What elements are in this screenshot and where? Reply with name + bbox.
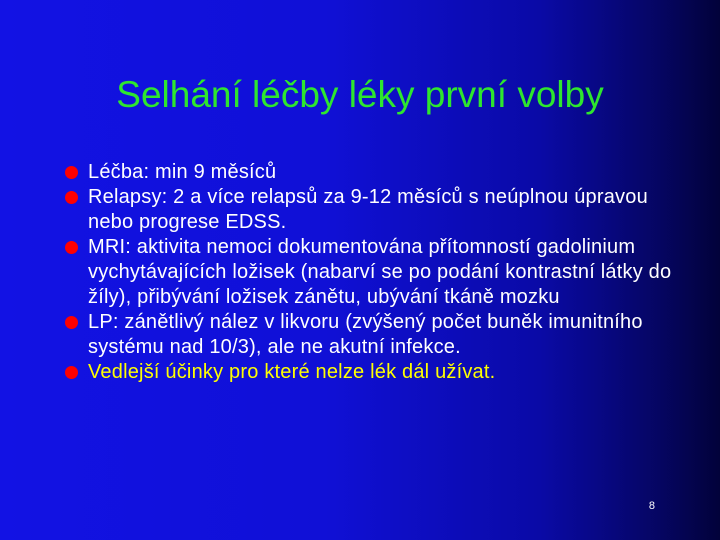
bullet-list bbox=[88, 160, 688, 385]
bullet-dot-icon bbox=[65, 366, 78, 379]
bullet-text: MRI: aktivita nemoci dokumentována přítomností gadolinium vychytávajících ložisek (nabarví se po podání kontrastní látky do žíly), přibývání ložisek zánětu, ubývání tkáně mozku bbox=[88, 236, 672, 308]
slide-page-number: 8 bbox=[648, 500, 655, 512]
bullet-item-lp bbox=[88, 310, 688, 360]
bullet-dot-icon bbox=[65, 191, 78, 204]
slide-title: Selhání léčby léky první volby bbox=[116, 74, 604, 115]
bullet-item-treatment bbox=[88, 160, 688, 185]
bullet-text: LP: zánětlivý nález v likvoru (zvýšený počet buněk imunitního systému nad 10/3), ale ne akutní infekce. bbox=[88, 311, 643, 358]
bullet-dot-icon bbox=[65, 241, 78, 254]
bullet-text: Relapsy: 2 a více relapsů za 9-12 měsíců s neúplnou úpravou nebo progrese EDSS. bbox=[88, 186, 648, 233]
bullet-dot-icon bbox=[65, 316, 78, 329]
bullet-item-side-effects bbox=[88, 360, 688, 385]
bullet-dot-icon bbox=[65, 166, 78, 179]
bullet-text: Vedlejší účinky pro které nelze lék dál užívat. bbox=[88, 361, 496, 383]
bullet-item-relapses bbox=[88, 185, 688, 235]
bullet-item-mri bbox=[88, 235, 688, 310]
bullet-text: Léčba: min 9 měsíců bbox=[88, 161, 277, 183]
